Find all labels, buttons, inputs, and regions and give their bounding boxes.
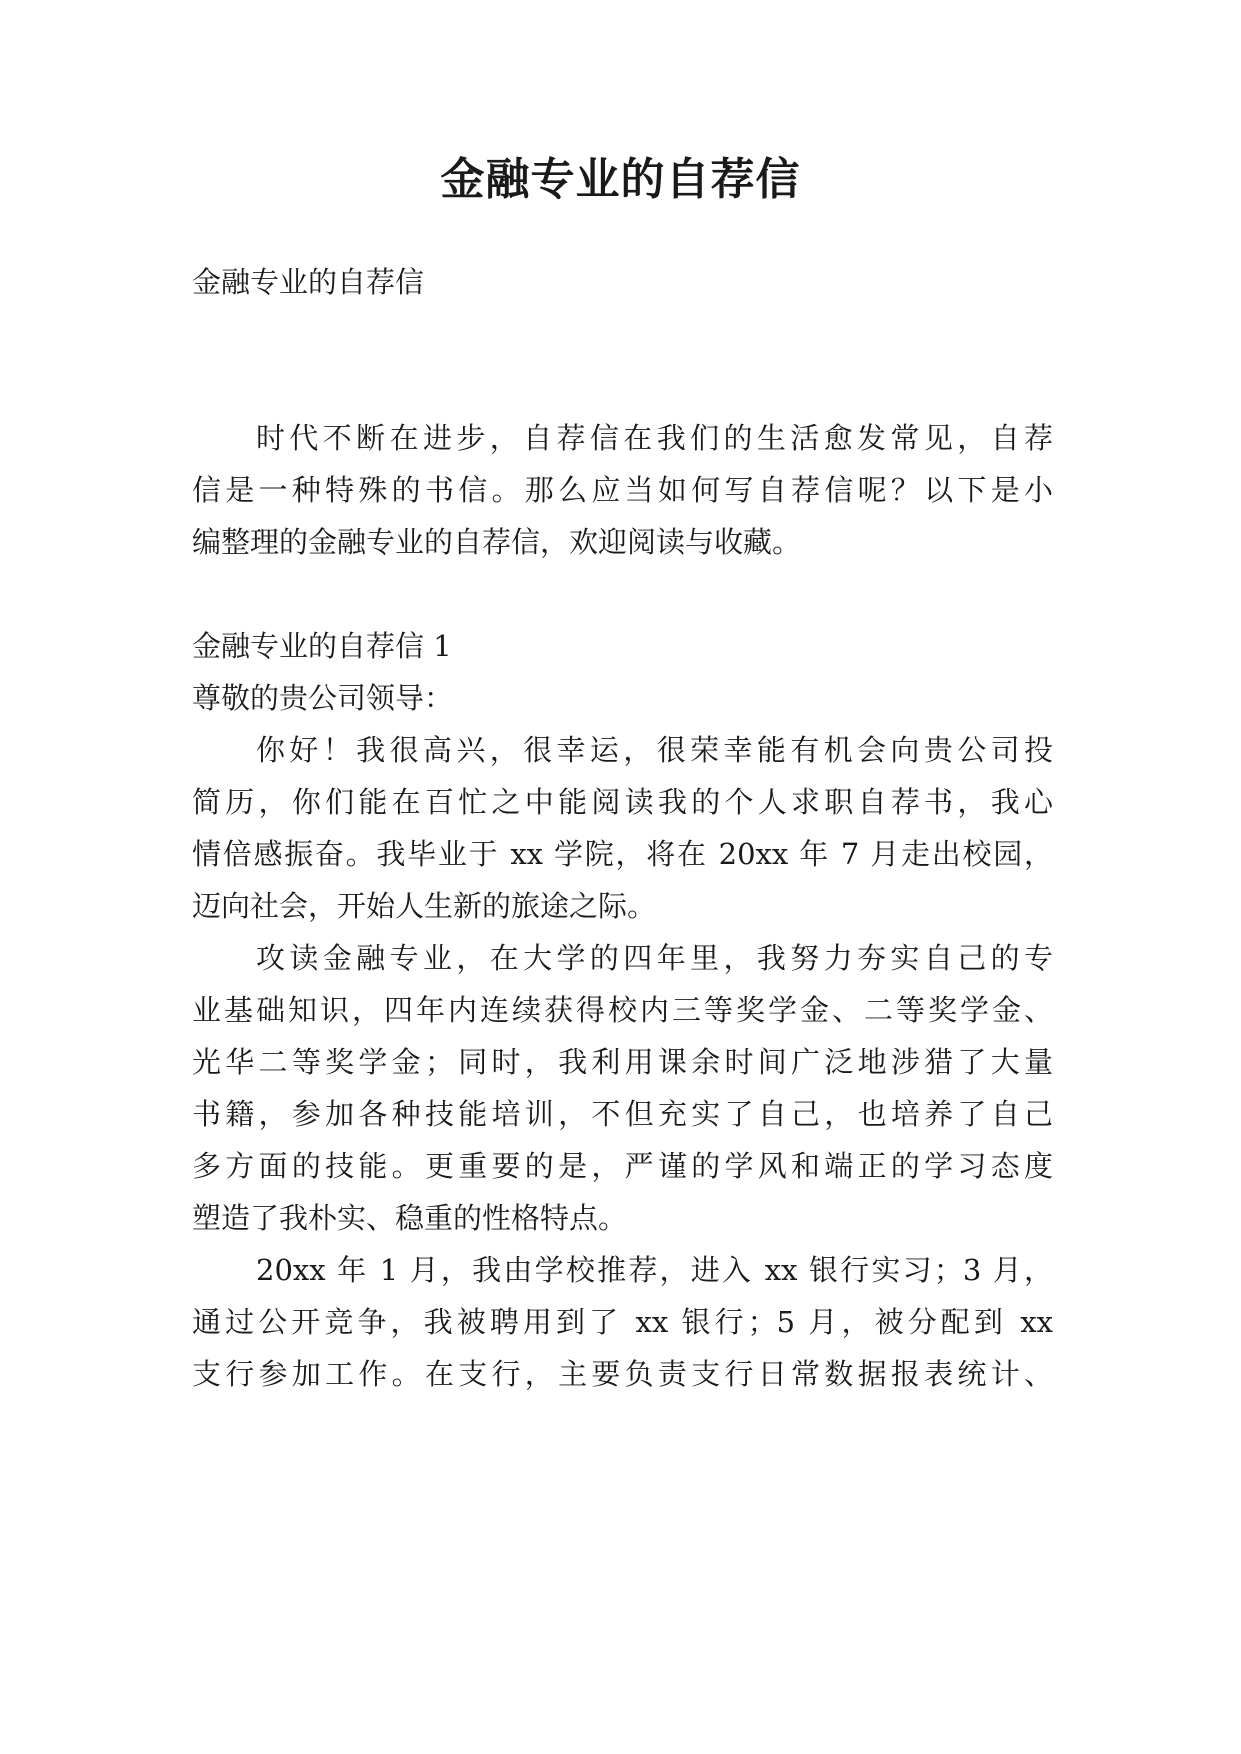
document-title: 金融专业的自荐信 bbox=[440, 154, 801, 205]
body-line: 多方面的技能。更重要的是，严谨的学风和端正的学习态度 bbox=[192, 1149, 1053, 1183]
body-line: 你好！我很高兴，很幸运，很荣幸能有机会向贵公司投 bbox=[256, 733, 1053, 767]
salutation: 尊敬的贵公司领导： bbox=[192, 681, 454, 715]
body-line: 书籍，参加各种技能培训，不但充实了自己，也培养了自己 bbox=[192, 1097, 1053, 1131]
body-line: 时代不断在进步，自荐信在我们的生活愈发常见，自荐 bbox=[256, 421, 1053, 455]
body-line: 光华二等奖学金；同时，我利用课余时间广泛地涉猎了大量 bbox=[192, 1045, 1053, 1079]
body-line: 迈向社会，开始人生新的旅途之际。 bbox=[192, 889, 657, 923]
body-line: 信是一种特殊的书信。那么应当如何写自荐信呢？以下是小 bbox=[192, 473, 1053, 507]
body-line: 支行参加工作。在支行，主要负责支行日常数据报表统计、 bbox=[192, 1357, 1053, 1391]
body-line: 通过公开竞争，我被聘用到了 xx 银行；5 月，被分配到 xx bbox=[192, 1305, 1053, 1339]
body-line: 塑造了我朴实、稳重的性格特点。 bbox=[192, 1201, 628, 1235]
section-heading: 金融专业的自荐信 1 bbox=[192, 629, 452, 663]
body-line: 业基础知识，四年内连续获得校内三等奖学金、二等奖学金、 bbox=[192, 993, 1053, 1027]
body-line: 20xx 年 1 月，我由学校推荐，进入 xx 银行实习；3 月， bbox=[256, 1253, 1053, 1287]
body-line: 情倍感振奋。我毕业于 xx 学院，将在 20xx 年 7 月走出校园， bbox=[192, 837, 1053, 871]
body-line: 简历，你们能在百忙之中能阅读我的个人求职自荐书，我心 bbox=[192, 785, 1053, 819]
document-subtitle: 金融专业的自荐信 bbox=[192, 265, 425, 299]
body-line: 攻读金融专业，在大学的四年里，我努力夯实自己的专 bbox=[256, 941, 1053, 975]
body-line: 编整理的金融专业的自荐信，欢迎阅读与收藏。 bbox=[192, 525, 802, 559]
